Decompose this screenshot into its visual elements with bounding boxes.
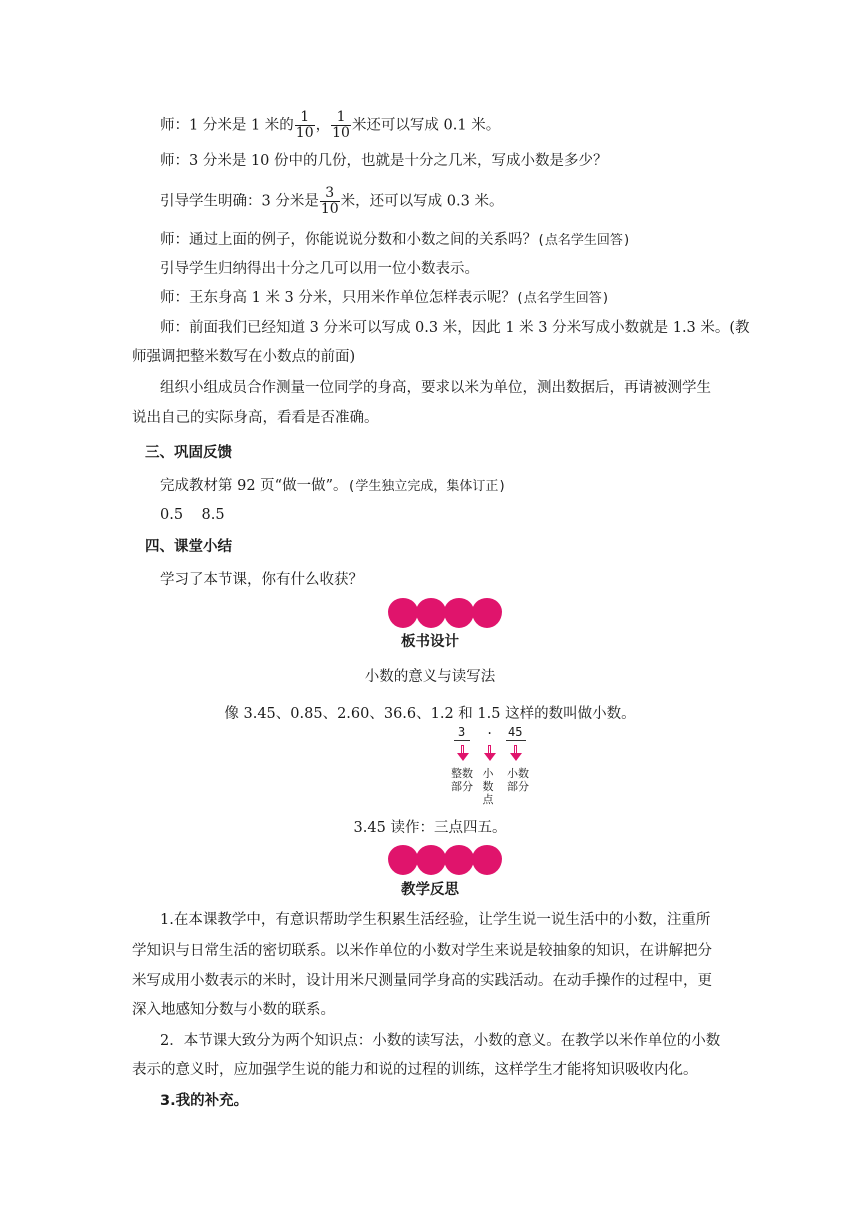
- denominator: 10: [295, 125, 314, 141]
- note: (学生独立完成，集体订正): [347, 479, 507, 494]
- reflection-p1-line-1: 1.在本课教学中，有意识帮助学生积累生活经验，让学生说一说生活中的小数，注重所: [160, 912, 711, 928]
- underline: [454, 740, 470, 741]
- arrow-down-icon: [512, 745, 520, 761]
- reflection-p1-line-3: 米写成用小数表示的米时，设计用米尺测量同学身高的实践活动。在动手操作的过程中，更: [132, 973, 712, 989]
- reflection-p2-line-2: 表示的意义时，应加强学生说的能力和说的过程的训练，这样学生才能将知识吸收内化。: [132, 1062, 698, 1078]
- section-title: 三、巩固反馈: [145, 445, 232, 461]
- decorative-blobs: [388, 843, 508, 877]
- section4-line-1: 学习了本节课，你有什么收获？: [160, 572, 363, 588]
- dialogue-line-5: 引导学生归纳得出十分之几可以用一位小数表示。: [160, 261, 479, 277]
- dialogue-line-7: 师：前面我们已经知道 3 分米可以写成 0.3 米，因此 1 米 3 分米写成小数就是 1.3 米。(教: [160, 320, 750, 336]
- text: 完成教材第 92 页“做一做”。: [160, 478, 348, 494]
- arrow-down-icon: [459, 745, 467, 761]
- blob: [416, 598, 446, 628]
- text: 师：通过上面的例子，你能说说分数和小数之间的关系吗？: [160, 232, 537, 248]
- dialogue-line-6: [160, 288, 610, 309]
- reflection-heading: 教学反思: [401, 882, 459, 898]
- integer-part: 3: [458, 725, 466, 739]
- text: 引导学生明确：3 分米是: [160, 193, 319, 210]
- blob: [444, 598, 474, 628]
- numerator: 1: [331, 110, 351, 126]
- denominator: 10: [332, 125, 350, 141]
- text: 米还可以写成 0.1 米。: [351, 117, 501, 134]
- note: (点名学生回答): [537, 233, 631, 248]
- decimal-part: 45: [508, 725, 523, 739]
- text: ，: [315, 117, 331, 134]
- decimal-parts-diagram: [448, 725, 534, 807]
- board-heading: 板书设计: [401, 634, 459, 650]
- numerator: 3: [320, 186, 340, 202]
- reflection-p1-line-2: 学知识与日常生活的密切联系。以米作单位的小数对学生来说是较抽象的知识，在讲解把分: [132, 943, 712, 959]
- answers: 0.5 8.5: [160, 507, 225, 523]
- board-title: 小数的意义与读写法: [364, 669, 496, 685]
- fraction: [295, 110, 315, 141]
- decorative-blobs: [388, 596, 508, 630]
- reflection-p1-line-4: 深入地感知分数与小数的联系。: [132, 1002, 335, 1018]
- note: (点名学生回答): [515, 291, 610, 306]
- numerator: 1: [295, 110, 315, 126]
- dialogue-line-2: 师：3 分米是 10 份中的几份，也就是十分之几米，写成小数是多少？: [160, 153, 608, 169]
- arrow-down-icon: [486, 745, 494, 761]
- decimal-point: .: [486, 723, 494, 737]
- label-integer-part: 整数 部分: [451, 767, 473, 793]
- section3-line-1: [160, 476, 506, 497]
- label-decimal-part: 小数 部分: [507, 767, 529, 793]
- blob: [472, 598, 502, 628]
- blob: [388, 845, 418, 875]
- dialogue-line-3: [160, 186, 503, 217]
- section-title: 四、课堂小结: [145, 539, 232, 555]
- denominator: 10: [320, 201, 339, 217]
- reflection-p3: 3.我的补充。: [160, 1093, 249, 1109]
- dialogue-line-1: [160, 110, 500, 141]
- text: 师：王东身高 1 米 3 分米，只用米作单位怎样表示呢？: [160, 290, 516, 306]
- text: 师：1 分米是 1 米的: [160, 117, 294, 134]
- blob: [444, 845, 474, 875]
- label-decimal-point: 小 数 点: [482, 767, 494, 806]
- underline: [506, 740, 526, 741]
- blob: [472, 845, 502, 875]
- dialogue-line-9: 组织小组成员合作测量一位同学的身高，要求以米为单位，测出数据后，再请被测学生: [160, 380, 711, 396]
- board-reading: 3.45 读作：三点四五。: [353, 820, 507, 836]
- board-line-1: 像 3.45、0.85、2.60、36.6、1.2 和 1.5 这样的数叫做小数。: [224, 706, 636, 722]
- dialogue-line-4: [160, 230, 631, 251]
- blob: [416, 845, 446, 875]
- fraction: [320, 186, 340, 217]
- dialogue-line-10: 说出自己的实际身高，看看是否准确。: [132, 410, 379, 426]
- blob: [388, 598, 418, 628]
- text: 米，还可以写成 0.3 米。: [340, 193, 504, 210]
- reflection-p2-line-1: 2．本节课大致分为两个知识点：小数的读写法，小数的意义。在教学以米作单位的小数: [160, 1033, 721, 1049]
- fraction: [331, 110, 351, 141]
- dialogue-line-8: 师强调把整米数写在小数点的前面): [132, 349, 356, 365]
